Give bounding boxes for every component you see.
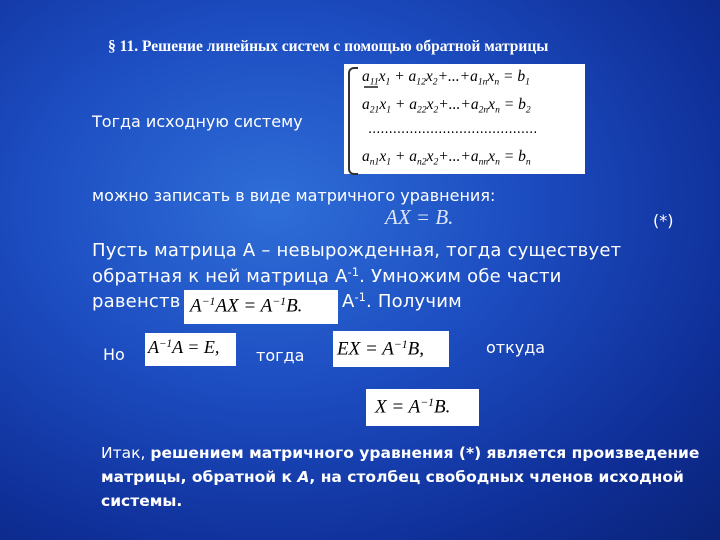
text-line-system: Тогда исходную систему — [92, 112, 303, 131]
system-row-3: $a_{n1}x_1 + a_{n2}x_2+...+a_{nn}x_n = b_n$ — [362, 148, 531, 168]
text-line-matrix: можно записать в виде матричного уравнения: — [92, 186, 496, 205]
equation-star-label: (*) — [653, 211, 674, 230]
conclusion-paragraph: Итак, решением матричного уравнения (*) является произведение матрицы, обратной к A, на столбец свободных членов исходной системы. — [101, 444, 700, 510]
text-togda: тогда — [256, 346, 305, 365]
equation-1: $A^{-1}AX = A^{-1}B$. — [190, 295, 303, 317]
slide-title: § 11. Решение линейных систем с помощью обратной матрицы — [108, 38, 549, 55]
paragraph-line-3a: равенств — [92, 291, 181, 312]
system-row-2: $a_{21}x_1 + a_{22}x_2+...+a_{2n}x_n = b_2$ — [362, 96, 531, 116]
paragraph-line-2: обратная к ней матрица $A^{-1}$. Умножим обе части — [92, 266, 562, 288]
equation-3: EX = $A^{-1}B$, — [337, 338, 424, 360]
system-row-1: $a_{11}x_1 + a_{12}x_2+...+a_{1n}x_n = b_1$ — [362, 68, 530, 88]
system-brace — [348, 67, 358, 175]
matrix-equation: AX = B. — [385, 205, 454, 229]
paragraph-line-3b: $A^{-1}$. Получим — [342, 291, 462, 313]
text-no: Но — [103, 345, 125, 364]
equation-2: $A^{-1}A = E$, — [148, 337, 220, 357]
paragraph-line-1: Пусть матрица A – невырожденная, тогда существует — [92, 240, 622, 261]
equation-4: $X = A^{-1}B$. — [375, 396, 451, 418]
text-otkuda: откуда — [486, 338, 546, 357]
system-dots: ......................................... — [368, 122, 538, 137]
